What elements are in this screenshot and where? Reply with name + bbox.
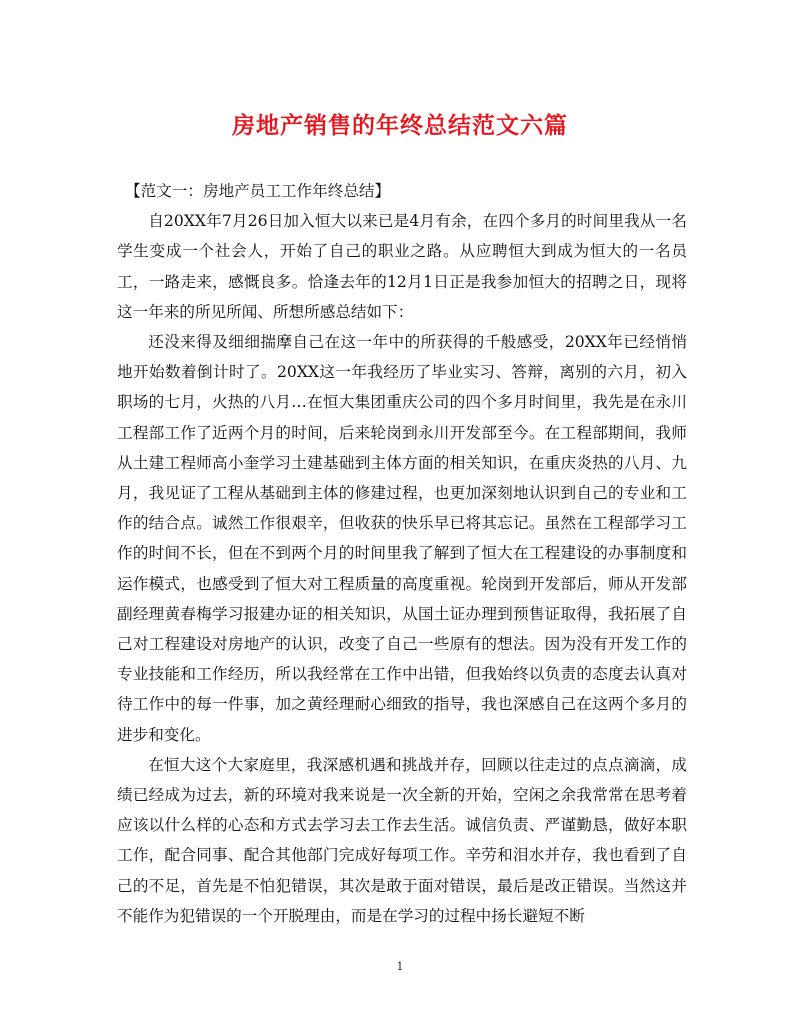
page-number: 1 bbox=[396, 960, 404, 973]
document-body bbox=[117, 176, 687, 931]
paragraph-3: 在恒大这个大家庭里，我深感机遇和挑战并存，回顾以往走过的点点滴滴，成绩已经成为过去，新的环境对我来说是一次全新的开始，空闲之余我常常在思考着应该以什么样的心态和方式去学习去工作去生活。诚信负责、严谨勤恳，做好本职工作，配合同事、配合其他部门完成好每项工作。辛劳和泪水并存，我也看到了自己的不足，首先是不怕犯错误，其次是敢于面对错误，最后是改正错误。当然这并不能作为犯错误的一个开脱理由，而是在学习的过程中扬长避短不断 bbox=[117, 755, 687, 925]
paragraph-2: 还没来得及细细揣摩自己在这一年中的所获得的千般感受，20XX年已经悄悄地开始数着倒计时了。20XX这一年我经历了毕业实习、答辩，离别的六月，初入职场的七月，火热的八月…在恒大集团重庆公司的四个多月时间里，我先是在永川工程部工作了近两个月的时间，后来轮岗到永川开发部至今。在工程部期间，我师从土建工程师高小奎学习土建基础到主体方面的相关知识，在重庆炎热的八月、九月，我见证了工程从基础到主体的修建过程，也更加深刻地认识到自己的专业和工作的结合点。诚然工作很艰辛，但收获的快乐早已将其忘记。虽然在工程部学习工作的时间不长，但在不到两个月的时间里我了解到了恒大在工程建设的办事制度和运作模式，也感受到了恒大对工程质量的高度重视。轮岗到开发部后，师从开发部副经理黄春梅学习报建办证的相关知识，从国土证办理到预售证取得，我拓展了自己对工程建设对房地产的认识，改变了自己一些原有的想法。因为没有开发工作的专业技能和工作经历，所以我经常在工作中出错，但我始终以负责的态度去认真对待工作中的每一件事，加之黄经理耐心细致的指导，我也深感自己在这两个多月的进步和变化。 bbox=[117, 333, 687, 744]
paragraph-1: 自20XX年7月26日加入恒大以来已是4月有余，在四个多月的时间里我从一名学生变成一个社会人，开始了自己的职业之路。从应聘恒大到成为恒大的一名员工，一路走来，感慨良多。恰逢去年的12月1日正是我参加恒大的招聘之日，现将这一年来的所见所闻、所想所感总结如下： bbox=[117, 212, 687, 321]
document-title: 房地产销售的年终总结范文六篇 bbox=[232, 112, 568, 139]
section-subtitle: 【范文一：房地产员工工作年终总结】 bbox=[125, 182, 391, 200]
